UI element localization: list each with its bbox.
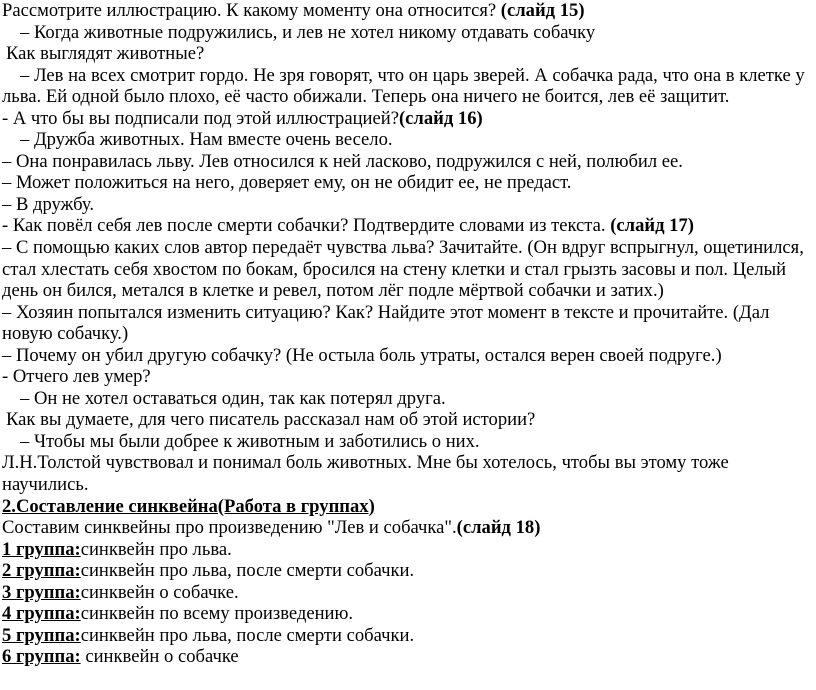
group-item [2, 539, 814, 561]
paragraph-question-owner: – Хозяин попытался изменить ситуацию? Как? Найдите этот момент в тексте и прочитайте. (Дал новую собачку.) [2, 301, 770, 345]
group-task: синквейн о собачке [80, 646, 239, 668]
group-label: 4 группа: [2, 603, 81, 625]
group-item [2, 560, 814, 582]
slide-15-label: (слайд 15) [500, 0, 585, 21]
question-behavior-text: - Как повёл себя лев после смерти собачки? Подтвердите словами из текста. [2, 215, 611, 237]
section-heading-text: 2.Составление синквейна(Работа в группах) [2, 495, 375, 517]
paragraph-question-purpose: Как вы думаете, для чего писатель рассказал нам об этой истории? [6, 409, 536, 431]
group-item [2, 625, 814, 647]
paragraph-question-feelings: – С помощью каких слов автор передаёт чувства льва? Зачитайте. (Он вдруг вспрыгнул, ощетинился, стал хлестать себя хвостом по бокам, бросился на стену клетки и стал грызть засовы и пол. Целый день он бился, метался в клетке и ревел, потом лёг подле мёртвой собачки и затих.) [2, 237, 804, 302]
group-item [2, 582, 814, 604]
paragraph-answer-caption: – Дружба животных. Нам вместе очень весело. [20, 129, 393, 151]
group-label: 2 группа: [2, 560, 81, 582]
paragraph-cinquain-task [2, 517, 814, 539]
paragraph-answer-appearance [2, 65, 814, 108]
paragraph-question-appearance: Как выглядят животные? [6, 43, 205, 65]
group-task: синквейн по всему произведению. [80, 603, 354, 625]
paragraph-answer-liked: – Она понравилась льву. Лев относился к ней ласково, подружился с ней, полюбил ее. [2, 150, 683, 172]
paragraph-answer-death: – Он не хотел оставаться один, так как потерял друга. [20, 387, 446, 409]
paragraph-intro-question [2, 0, 814, 22]
group-task: синквейн про льва, после смерти собачки. [80, 560, 415, 582]
paragraph-conclusion: Л.Н.Толстой чувствовал и понимал боль животных. Мне бы хотелось, чтобы вы этому тоже научились. [2, 452, 729, 496]
slide-16-label: (слайд 16) [398, 107, 483, 129]
paragraph-answer-belief: – В дружбу. [2, 193, 94, 215]
group-label: 5 группа: [2, 624, 81, 646]
paragraph-answer-trust: – Может положиться на него, доверяет ему, он не обидит ее, не предаст. [2, 172, 572, 194]
group-task: синквейн про льва, после смерти собачки. [80, 624, 415, 646]
slide-17-label: (слайд 17) [610, 215, 694, 237]
paragraph-question-death: - Отчего лев умер? [2, 366, 151, 388]
question-caption-text: - А что бы вы подписали под этой иллюстрацией? [2, 107, 399, 129]
paragraph-question-killed: – Почему он убил другую собачку? (Не остыла боль утраты, остался верен своей подруге.) [2, 344, 722, 366]
paragraph-answer-purpose: – Чтобы мы были добрее к животным и заботились о них. [20, 430, 480, 452]
group-item [2, 646, 814, 668]
group-task: синквейн про льва. [80, 538, 232, 560]
section-heading [2, 496, 814, 518]
intro-question-text: Рассмотрите иллюстрацию. К какому моменту она относится? [2, 0, 501, 21]
paragraph-question-behavior [2, 215, 814, 237]
cinquain-task-text: Составим синквейны про произведению "Лев и собачка". [2, 517, 457, 539]
paragraph-answer-friendship: – Когда животные подружились, и лев не хотел никому отдавать собачку [20, 21, 596, 43]
paragraph-question-caption [2, 108, 814, 130]
group-task: синквейн о собачке. [80, 581, 239, 603]
group-label: 6 группа: [2, 646, 81, 668]
answer-appearance-text: – Лев на всех смотрит гордо. Не зря говорят, что он царь зверей. А собачка рада, что она в клетке у льва. Ей одной было плохо, её часто обижали. Теперь она ничего не боится, лев её защитит. [2, 64, 805, 108]
group-label: 1 группа: [2, 538, 81, 560]
group-label: 3 группа: [2, 581, 81, 603]
slide-18-label: (слайд 18) [456, 517, 541, 539]
group-item [2, 603, 814, 625]
